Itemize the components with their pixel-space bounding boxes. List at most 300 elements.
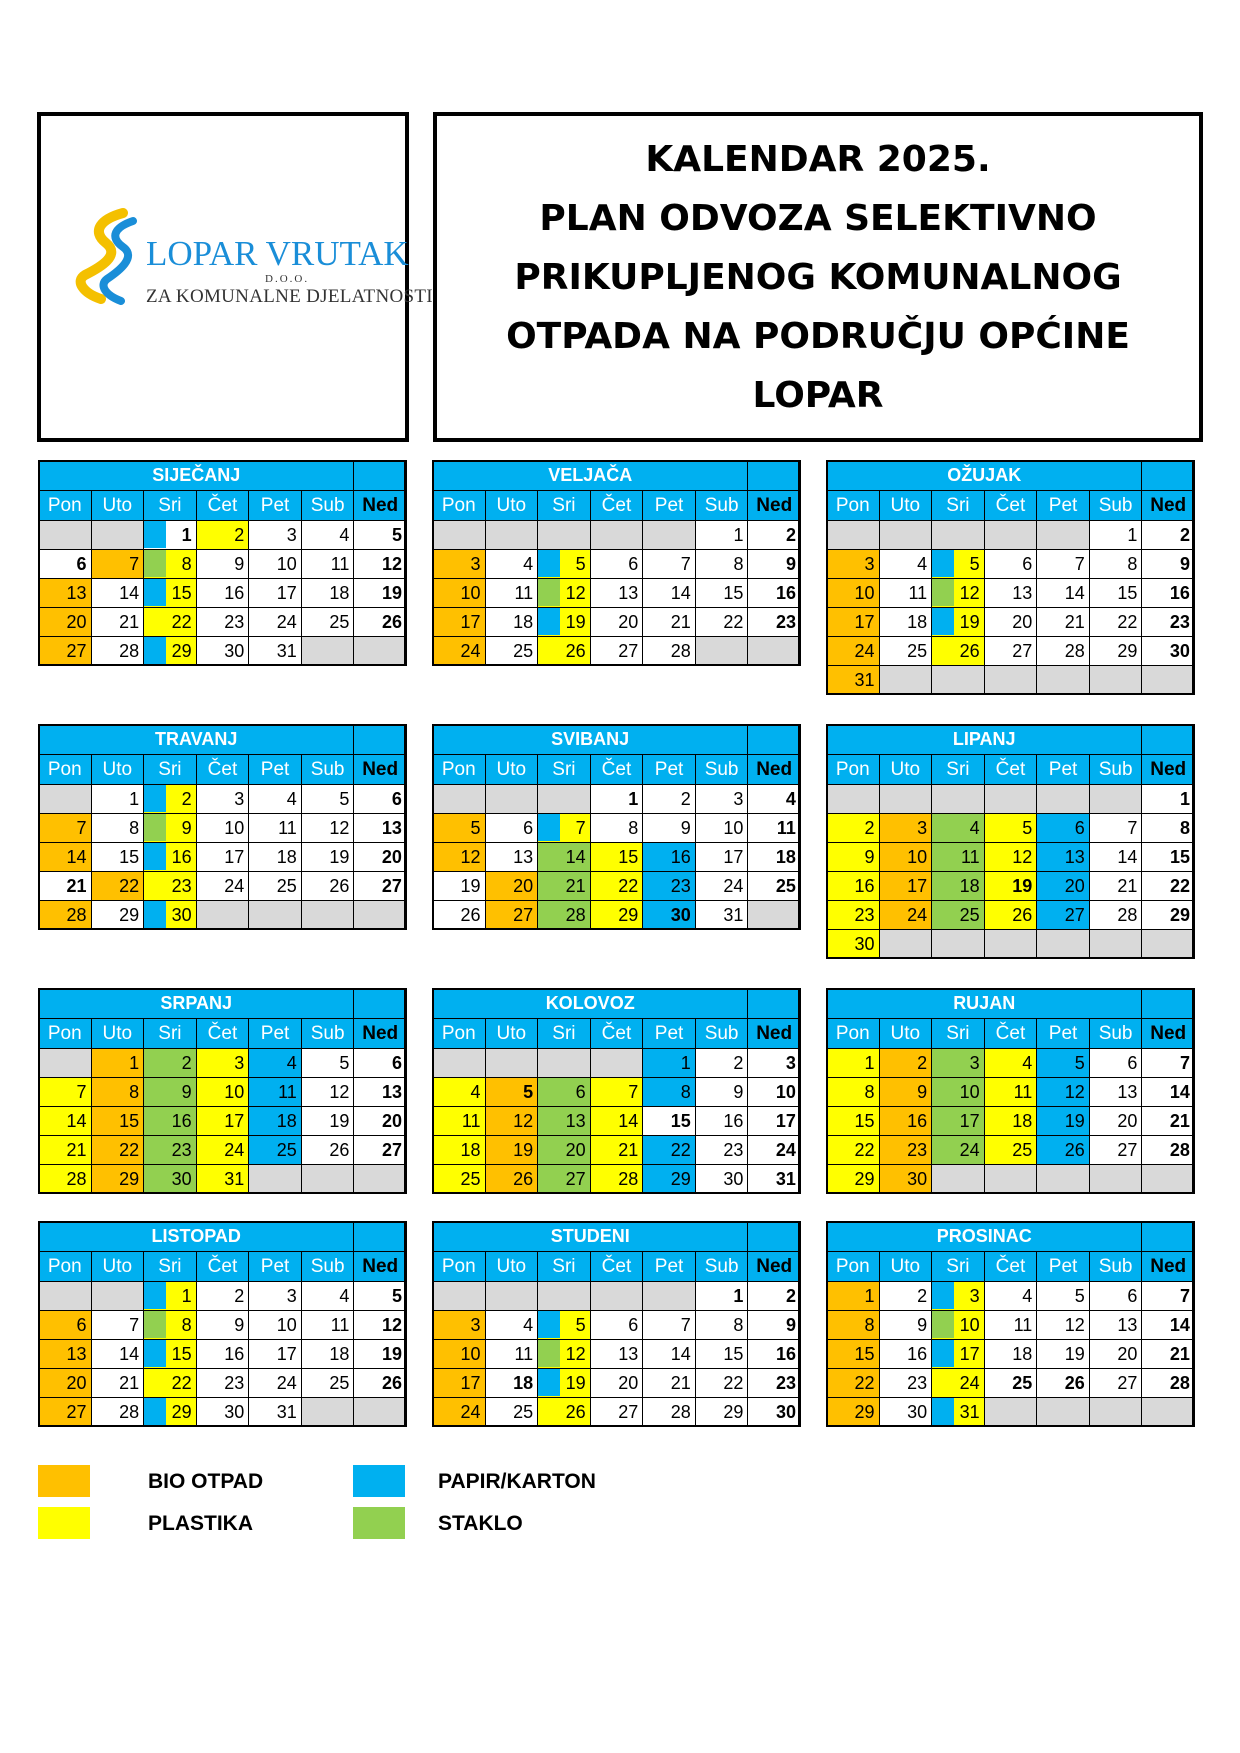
month-name: SIJEČANJ (39, 461, 354, 491)
legend-label-papir: PAPIR/KARTON (438, 1470, 596, 1493)
day-cell: 1 (695, 1282, 748, 1311)
month-name: OŽUJAK (827, 461, 1142, 491)
day-header: Čet (196, 1019, 249, 1049)
day-cell: 12 (932, 579, 985, 608)
day-header: Ned (354, 1019, 407, 1049)
day-cell: 29 (827, 1165, 880, 1194)
day-cell: 24 (932, 1369, 985, 1398)
day-cell: 2 (1142, 521, 1195, 550)
day-header: Uto (879, 491, 932, 521)
day-cell: 28 (1142, 1369, 1195, 1398)
day-header: Ned (1142, 491, 1195, 521)
empty-cell (984, 666, 1037, 695)
month-name-filler (354, 725, 407, 755)
day-cell: 12 (1037, 1078, 1090, 1107)
day-header: Uto (879, 755, 932, 785)
day-cell: 15 (643, 1107, 696, 1136)
day-cell: 13 (354, 814, 407, 843)
day-cell: 12 (538, 579, 591, 608)
day-cell: 17 (196, 843, 249, 872)
day-header: Pon (433, 755, 486, 785)
empty-cell (433, 785, 486, 814)
day-cell: 21 (538, 872, 591, 901)
day-cell: 31 (196, 1165, 249, 1194)
day-cell: 3 (433, 550, 486, 579)
day-header: Uto (91, 755, 144, 785)
day-cell: 13 (354, 1078, 407, 1107)
day-cell: 17 (932, 1340, 985, 1369)
day-header: Ned (354, 755, 407, 785)
day-cell: 22 (827, 1136, 880, 1165)
day-cell: 14 (91, 1340, 144, 1369)
collection-marker (538, 814, 560, 841)
day-header: Pon (433, 1252, 486, 1282)
day-header: Pet (1037, 755, 1090, 785)
day-header: Sub (301, 755, 354, 785)
empty-cell (1142, 1398, 1195, 1427)
day-cell: 30 (695, 1165, 748, 1194)
day-cell: 22 (91, 872, 144, 901)
day-cell: 11 (249, 1078, 302, 1107)
day-header: Sri (538, 755, 591, 785)
day-cell: 30 (879, 1165, 932, 1194)
day-cell: 4 (984, 1282, 1037, 1311)
empty-cell (879, 785, 932, 814)
day-cell: 20 (590, 608, 643, 637)
day-cell: 4 (879, 550, 932, 579)
empty-cell (1037, 930, 1090, 959)
day-cell: 2 (196, 521, 249, 550)
day-cell: 22 (643, 1136, 696, 1165)
day-cell: 29 (590, 901, 643, 930)
day-cell: 3 (249, 521, 302, 550)
day-header: Ned (354, 491, 407, 521)
day-cell: 10 (249, 1311, 302, 1340)
collection-marker (144, 1398, 166, 1425)
empty-cell (1037, 1165, 1090, 1194)
day-cell: 24 (932, 1136, 985, 1165)
month-7 (38, 988, 406, 1194)
collection-marker (144, 550, 166, 577)
day-cell: 21 (1037, 608, 1090, 637)
collection-marker (932, 579, 954, 606)
day-cell: 24 (433, 1398, 486, 1427)
legend-swatch-staklo (353, 1507, 405, 1539)
day-header: Čet (196, 755, 249, 785)
empty-cell (39, 1049, 92, 1078)
day-cell: 15 (91, 843, 144, 872)
day-cell: 20 (1037, 872, 1090, 901)
day-cell: 5 (984, 814, 1037, 843)
month-8 (432, 988, 800, 1194)
empty-cell (91, 521, 144, 550)
day-cell: 25 (485, 1398, 538, 1427)
day-cell: 17 (249, 1340, 302, 1369)
day-cell: 19 (984, 872, 1037, 901)
day-header: Pet (643, 755, 696, 785)
collection-marker (932, 608, 954, 635)
day-cell: 27 (590, 637, 643, 666)
day-cell: 3 (748, 1049, 801, 1078)
day-cell: 5 (485, 1078, 538, 1107)
day-header: Pet (1037, 1252, 1090, 1282)
title-line-1: KALENDAR 2025. (645, 138, 991, 180)
empty-cell (1037, 521, 1090, 550)
month-name-filler (748, 1222, 801, 1252)
day-cell: 25 (301, 608, 354, 637)
day-cell: 29 (144, 637, 197, 666)
day-cell: 8 (827, 1311, 880, 1340)
day-header: Sri (144, 755, 197, 785)
day-header: Sub (695, 755, 748, 785)
day-cell: 20 (485, 872, 538, 901)
day-cell: 30 (144, 901, 197, 930)
empty-cell (1142, 1165, 1195, 1194)
empty-cell (1037, 1398, 1090, 1427)
day-cell: 12 (984, 843, 1037, 872)
day-header: Sub (301, 491, 354, 521)
month-name-filler (354, 461, 407, 491)
day-cell: 21 (91, 608, 144, 637)
day-cell: 29 (1142, 901, 1195, 930)
collection-marker (144, 901, 166, 928)
day-cell: 24 (249, 608, 302, 637)
month-name-filler (1142, 725, 1195, 755)
day-cell: 19 (538, 1369, 591, 1398)
day-cell: 1 (1089, 521, 1142, 550)
day-cell: 1 (144, 1282, 197, 1311)
collection-marker (932, 1282, 954, 1309)
day-header: Uto (91, 1019, 144, 1049)
empty-cell (538, 521, 591, 550)
empty-cell (196, 901, 249, 930)
day-cell: 26 (354, 1369, 407, 1398)
day-header: Čet (984, 1252, 1037, 1282)
collection-marker (932, 550, 954, 577)
day-cell: 7 (1142, 1282, 1195, 1311)
day-cell: 20 (354, 843, 407, 872)
day-cell: 8 (1142, 814, 1195, 843)
day-cell: 29 (144, 1398, 197, 1427)
day-cell: 1 (695, 521, 748, 550)
empty-cell (301, 1398, 354, 1427)
day-cell: 27 (1089, 1136, 1142, 1165)
day-cell: 15 (590, 843, 643, 872)
day-cell: 13 (485, 843, 538, 872)
day-cell: 13 (39, 579, 92, 608)
empty-cell (590, 521, 643, 550)
collection-marker (144, 1340, 166, 1367)
day-cell: 12 (301, 814, 354, 843)
day-cell: 14 (39, 843, 92, 872)
title-line-4: OTPADA NA PODRUČJU OPĆINE (506, 315, 1130, 357)
day-cell: 4 (249, 1049, 302, 1078)
day-cell: 5 (1037, 1049, 1090, 1078)
day-cell: 18 (301, 579, 354, 608)
day-cell: 19 (1037, 1340, 1090, 1369)
collection-marker (144, 843, 166, 870)
empty-cell (354, 637, 407, 666)
day-cell: 23 (196, 1369, 249, 1398)
collection-marker (538, 1340, 560, 1367)
day-cell: 5 (301, 785, 354, 814)
day-cell: 21 (1089, 872, 1142, 901)
day-cell: 30 (196, 1398, 249, 1427)
empty-cell (1037, 785, 1090, 814)
month-name: RUJAN (827, 989, 1142, 1019)
day-cell: 23 (748, 1369, 801, 1398)
day-cell: 15 (144, 579, 197, 608)
day-cell: 12 (538, 1340, 591, 1369)
month-10 (38, 1221, 406, 1427)
day-cell: 9 (879, 1311, 932, 1340)
day-cell: 6 (1037, 814, 1090, 843)
month-name: TRAVANJ (39, 725, 354, 755)
empty-cell (1089, 666, 1142, 695)
legend-swatch-plastika (38, 1507, 90, 1539)
day-header: Sri (538, 1252, 591, 1282)
day-cell: 31 (827, 666, 880, 695)
day-cell: 26 (1037, 1369, 1090, 1398)
day-cell: 24 (249, 1369, 302, 1398)
title-line-2: PLAN ODVOZA SELEKTIVNO (539, 197, 1097, 239)
day-cell: 4 (249, 785, 302, 814)
day-header: Pet (249, 1252, 302, 1282)
month-name: SVIBANJ (433, 725, 748, 755)
day-cell: 3 (249, 1282, 302, 1311)
day-header: Pet (1037, 1019, 1090, 1049)
empty-cell (485, 521, 538, 550)
empty-cell (249, 901, 302, 930)
day-cell: 17 (879, 872, 932, 901)
legend-label-plastika: PLASTIKA (148, 1512, 253, 1535)
day-cell: 28 (643, 637, 696, 666)
collection-marker (144, 521, 166, 548)
day-header: Pet (249, 755, 302, 785)
collection-marker (932, 1311, 954, 1338)
day-cell: 28 (39, 901, 92, 930)
day-cell: 13 (1037, 843, 1090, 872)
month-6 (826, 724, 1194, 959)
day-cell: 3 (879, 814, 932, 843)
day-cell: 20 (984, 608, 1037, 637)
empty-cell (485, 785, 538, 814)
day-cell: 21 (1142, 1107, 1195, 1136)
day-cell: 31 (748, 1165, 801, 1194)
month-name: LISTOPAD (39, 1222, 354, 1252)
day-cell: 5 (433, 814, 486, 843)
empty-cell (433, 521, 486, 550)
empty-cell (748, 901, 801, 930)
empty-cell (354, 901, 407, 930)
day-cell: 23 (1142, 608, 1195, 637)
day-cell: 11 (433, 1107, 486, 1136)
empty-cell (984, 1398, 1037, 1427)
day-cell: 25 (984, 1369, 1037, 1398)
empty-cell (590, 1049, 643, 1078)
empty-cell (538, 1282, 591, 1311)
day-cell: 16 (643, 843, 696, 872)
day-header: Sri (538, 1019, 591, 1049)
day-cell: 6 (485, 814, 538, 843)
day-cell: 16 (748, 1340, 801, 1369)
empty-cell (984, 785, 1037, 814)
day-header: Pon (433, 1019, 486, 1049)
day-cell: 12 (1037, 1311, 1090, 1340)
day-header: Sri (932, 1252, 985, 1282)
day-cell: 22 (1089, 608, 1142, 637)
day-cell: 6 (354, 1049, 407, 1078)
month-11 (432, 1221, 800, 1427)
day-cell: 11 (748, 814, 801, 843)
empty-cell (879, 521, 932, 550)
day-cell: 22 (144, 1369, 197, 1398)
day-cell: 6 (39, 1311, 92, 1340)
empty-cell (433, 1049, 486, 1078)
day-header: Sri (932, 1019, 985, 1049)
day-cell: 9 (196, 550, 249, 579)
legend-swatch-bio (38, 1465, 90, 1497)
day-cell: 4 (932, 814, 985, 843)
day-header: Pon (39, 755, 92, 785)
empty-cell (1089, 785, 1142, 814)
month-5 (432, 724, 800, 930)
day-header: Ned (354, 1252, 407, 1282)
empty-cell (932, 930, 985, 959)
day-header: Sub (695, 1252, 748, 1282)
day-cell: 22 (590, 872, 643, 901)
day-cell: 19 (354, 1340, 407, 1369)
day-cell: 30 (643, 901, 696, 930)
day-cell: 16 (748, 579, 801, 608)
day-cell: 26 (984, 901, 1037, 930)
day-cell: 10 (196, 1078, 249, 1107)
day-header: Uto (91, 1252, 144, 1282)
day-cell: 10 (827, 579, 880, 608)
day-cell: 19 (301, 1107, 354, 1136)
day-cell: 23 (748, 608, 801, 637)
empty-cell (301, 1165, 354, 1194)
day-header: Čet (196, 1252, 249, 1282)
day-cell: 27 (1037, 901, 1090, 930)
empty-cell (354, 1165, 407, 1194)
day-header: Sri (144, 1252, 197, 1282)
day-cell: 21 (39, 872, 92, 901)
day-header: Pet (643, 1019, 696, 1049)
day-cell: 22 (827, 1369, 880, 1398)
empty-cell (748, 637, 801, 666)
day-cell: 31 (695, 901, 748, 930)
collection-marker (932, 1398, 954, 1425)
collection-marker (538, 550, 560, 577)
day-header: Ned (748, 755, 801, 785)
day-cell: 28 (91, 637, 144, 666)
month-3 (826, 460, 1194, 695)
day-cell: 9 (1142, 550, 1195, 579)
day-cell: 10 (196, 814, 249, 843)
day-cell: 19 (354, 579, 407, 608)
day-cell: 27 (485, 901, 538, 930)
day-cell: 26 (538, 1398, 591, 1427)
day-cell: 18 (984, 1107, 1037, 1136)
empty-cell (984, 930, 1037, 959)
day-cell: 5 (538, 1311, 591, 1340)
collection-marker (144, 814, 166, 841)
day-header: Sub (695, 1019, 748, 1049)
day-cell: 9 (827, 843, 880, 872)
day-cell: 9 (643, 814, 696, 843)
day-cell: 14 (1142, 1311, 1195, 1340)
day-cell: 22 (695, 1369, 748, 1398)
day-cell: 15 (144, 1340, 197, 1369)
day-header: Ned (748, 1252, 801, 1282)
day-cell: 14 (1089, 843, 1142, 872)
day-cell: 10 (748, 1078, 801, 1107)
collection-marker (538, 1369, 560, 1396)
day-cell: 15 (695, 579, 748, 608)
day-cell: 11 (984, 1078, 1037, 1107)
day-cell: 24 (196, 872, 249, 901)
day-cell: 24 (748, 1136, 801, 1165)
day-cell: 10 (932, 1078, 985, 1107)
day-cell: 1 (1142, 785, 1195, 814)
day-header: Čet (984, 755, 1037, 785)
day-cell: 31 (249, 637, 302, 666)
day-cell: 1 (91, 785, 144, 814)
day-header: Pet (249, 491, 302, 521)
day-cell: 13 (39, 1340, 92, 1369)
day-cell: 23 (879, 1369, 932, 1398)
title-line-5: LOPAR (752, 374, 884, 416)
collection-marker (144, 579, 166, 606)
day-header: Čet (590, 1252, 643, 1282)
day-cell: 18 (433, 1136, 486, 1165)
day-header: Uto (485, 755, 538, 785)
day-cell: 23 (643, 872, 696, 901)
day-header: Pon (39, 491, 92, 521)
month-name-filler (748, 725, 801, 755)
empty-cell (1142, 666, 1195, 695)
month-12 (826, 1221, 1194, 1427)
day-cell: 13 (1089, 1078, 1142, 1107)
day-cell: 18 (984, 1340, 1037, 1369)
day-cell: 14 (1142, 1078, 1195, 1107)
day-cell: 8 (91, 814, 144, 843)
day-cell: 26 (932, 637, 985, 666)
day-cell: 24 (827, 637, 880, 666)
day-cell: 29 (695, 1398, 748, 1427)
day-cell: 25 (879, 637, 932, 666)
empty-cell (1089, 930, 1142, 959)
day-cell: 28 (538, 901, 591, 930)
day-cell: 30 (144, 1165, 197, 1194)
day-cell: 23 (827, 901, 880, 930)
day-cell: 16 (1142, 579, 1195, 608)
day-cell: 30 (748, 1398, 801, 1427)
day-cell: 9 (879, 1078, 932, 1107)
empty-cell (695, 637, 748, 666)
day-cell: 14 (643, 579, 696, 608)
day-cell: 1 (643, 1049, 696, 1078)
day-cell: 24 (695, 872, 748, 901)
day-cell: 24 (879, 901, 932, 930)
collection-marker (144, 1282, 166, 1309)
day-header: Čet (984, 1019, 1037, 1049)
day-cell: 10 (433, 1340, 486, 1369)
day-header: Pon (433, 491, 486, 521)
day-cell: 24 (196, 1136, 249, 1165)
day-cell: 1 (91, 1049, 144, 1078)
